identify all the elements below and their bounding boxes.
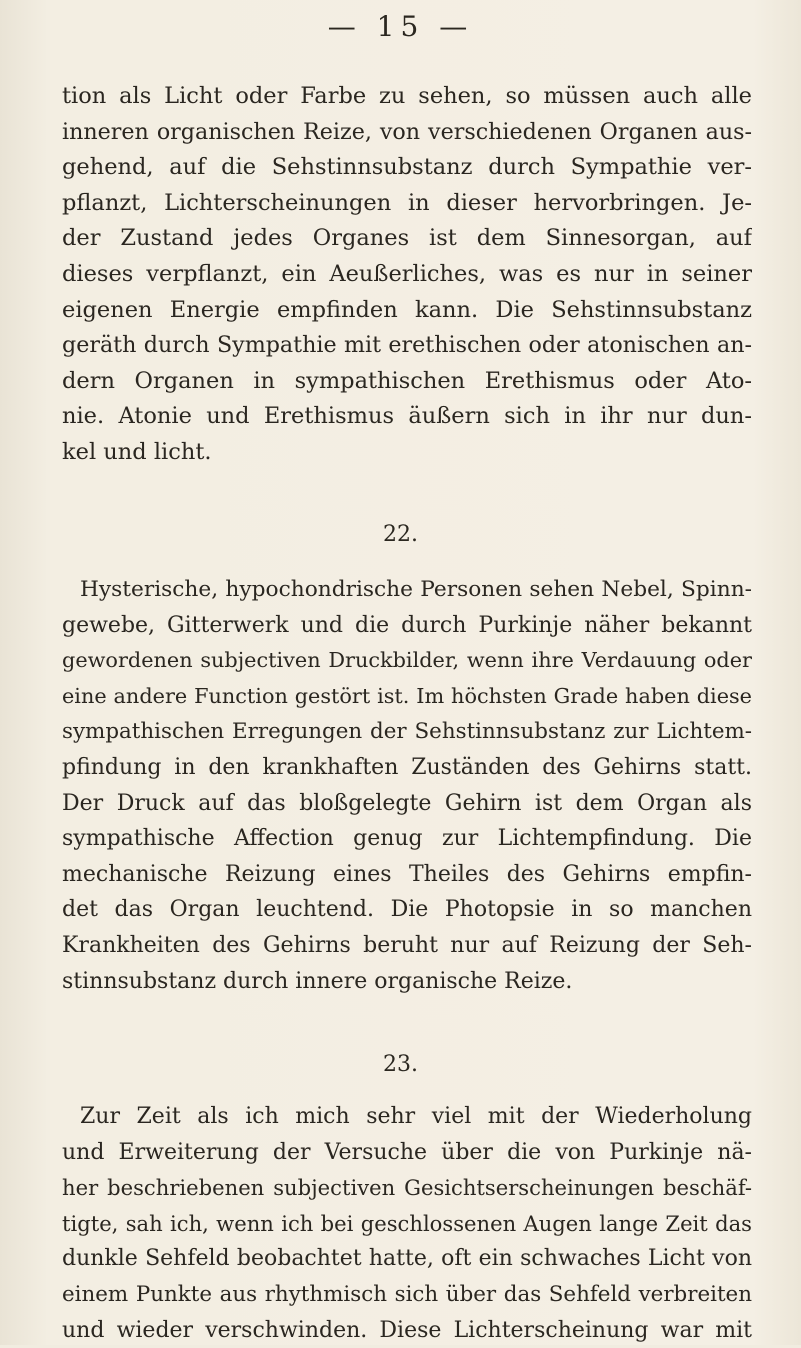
text-line: und Erweiterung der Versuche über die von Purkinje nä- — [62, 1139, 752, 1165]
text-line: gewordenen subjectiven Druckbilder, wenn ihre Verdauung oder — [62, 648, 752, 673]
section-number-23: 23. — [383, 1052, 418, 1077]
text-line: Zur Zeit als ich mich sehr viel mit der Wiederholung — [80, 1104, 752, 1129]
text-line: geräth durch Sympathie mit erethischen oder atonischen an- — [62, 332, 752, 359]
text-line: dern Organen in sympathischen Erethismus oder Ato- — [62, 367, 752, 394]
text-line: pfindung in den krankhaften Zuständen des Gehirns statt. — [62, 754, 752, 780]
text-line: eigenen Energie empfinden kann. Die Sehstinnsubstanz — [62, 296, 752, 323]
section-number-22: 22. — [383, 522, 418, 547]
text-line: mechanische Reizung eines Theiles des Gehirns empfin- — [62, 861, 752, 887]
paragraph-21-continuation — [62, 79, 752, 471]
text-line: eine andere Function gestört ist. Im höchsten Grade haben diese — [62, 683, 752, 708]
paragraph-23 — [62, 1099, 752, 1348]
text-line: stinnsubstanz durch innere organische Reize. — [62, 968, 573, 994]
text-line: einem Punkte aus rhythmisch sich über das Sehfeld verbreiten — [62, 1281, 752, 1307]
text-line: kel und licht. — [62, 438, 212, 465]
text-line: gewebe, Gitterwerk und die durch Purkinje näher bekannt — [62, 612, 752, 638]
text-line: pflanzt, Lichterscheinungen in dieser hervorbringen. Je- — [62, 189, 752, 216]
text-line: sympathische Affection genug zur Lichtempfindung. Die — [62, 826, 752, 852]
text-line: und wieder verschwinden. Diese Lichterscheinung war mit — [62, 1317, 752, 1343]
text-line: her beschriebenen subjectiven Gesichtserscheinungen beschäf- — [62, 1175, 752, 1201]
page-number-header: — 15 — — [327, 10, 474, 43]
text-line: det das Organ leuchtend. Die Photopsie in so manchen — [62, 897, 752, 923]
text-line: tion als Licht oder Farbe zu sehen, so müssen auch alle — [62, 83, 752, 109]
text-line: dunkle Sehfeld beobachtet hatte, oft ein schwaches Licht von — [62, 1246, 752, 1272]
paragraph-22 — [62, 572, 752, 999]
text-line: dieses verpflanzt, ein Aeußerliches, was es nur in seiner — [62, 260, 752, 287]
text-line: gehend, auf die Sehstinnsubstanz durch Sympathie ver- — [62, 154, 752, 181]
text-line: der Zustand jedes Organes ist dem Sinnesorgan, auf — [62, 225, 752, 252]
text-line: nie. Atonie und Erethismus äußern sich in ihr nur dun- — [62, 403, 752, 430]
text-line: sympathischen Erregungen der Sehstinnsubstanz zur Lichtem- — [62, 719, 752, 745]
text-line: Hysterische, hypochondrische Personen sehen Nebel, Spinn- — [80, 577, 752, 602]
text-line: tigte, sah ich, wenn ich bei geschlossenen Augen lange Zeit das — [62, 1210, 752, 1236]
text-line: Krankheiten des Gehirns beruht nur auf Reizung der Seh- — [62, 932, 752, 958]
text-line: Der Druck auf das bloßgelegte Gehirn ist dem Organ als — [62, 790, 752, 816]
text-line: inneren organischen Reize, von verschiedenen Organen aus- — [62, 118, 752, 145]
